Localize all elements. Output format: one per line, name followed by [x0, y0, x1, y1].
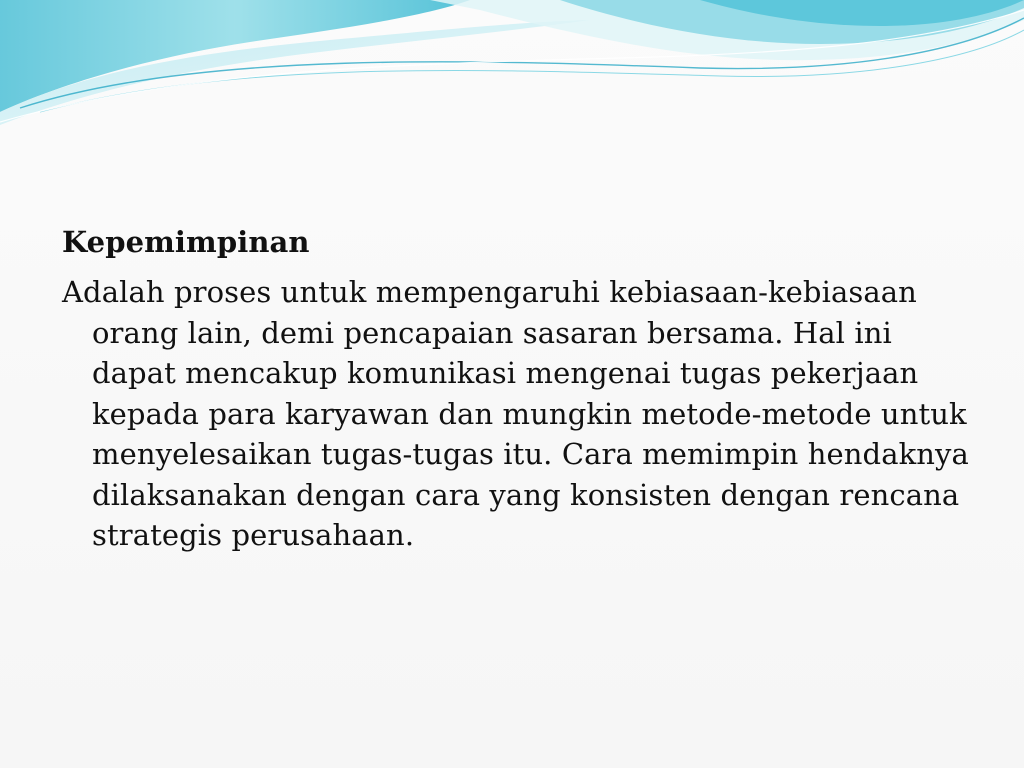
header-wave-decoration: [0, 0, 1024, 130]
text-block: [62, 222, 972, 556]
slide-body-paragraph: Adalah proses untuk mempengaruhi kebiasaan-kebiasaan orang lain, demi pencapaian sasaran bersama. Hal ini dapat mencakup komunikasi mengenai tugas pekerjaan kepada para karyawan dan mungkin metode-metode untuk menyelesaikan tugas-tugas itu. Cara memimpin hendaknya dilaksanakan dengan cara yang konsisten dengan rencana strategis perusahaan.: [62, 275, 969, 552]
slide-heading: Kepemimpinan: [62, 225, 310, 259]
